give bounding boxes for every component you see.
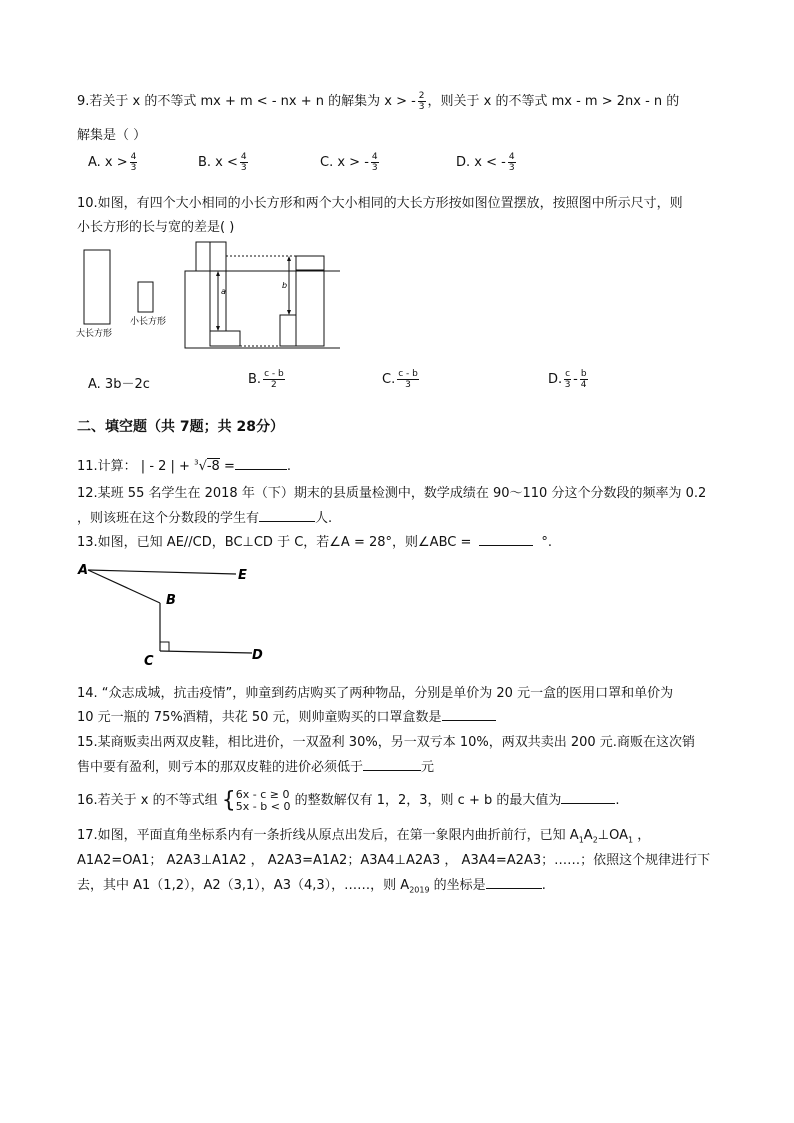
q11-line bbox=[77, 455, 291, 474]
q12-text-a: ，则该班在这个分数段的学生有 bbox=[77, 511, 260, 526]
q11-suffix: = bbox=[219, 459, 235, 474]
big-rectangle-label: 大长方形 bbox=[76, 329, 113, 339]
q16-line bbox=[77, 788, 620, 813]
radical-icon: √ bbox=[198, 459, 207, 474]
q10-opt-d-n1: c bbox=[565, 369, 571, 379]
q12-answer-blank[interactable] bbox=[259, 510, 315, 522]
q9-opt-c-den: 3 bbox=[371, 163, 378, 173]
q9-opt-a-frac bbox=[130, 152, 138, 173]
q9-option-c[interactable] bbox=[320, 152, 381, 173]
q10-figure bbox=[70, 238, 340, 353]
q12-line2 bbox=[77, 507, 332, 526]
q9-opt-c-prefix: C. x > - bbox=[320, 155, 369, 170]
q9-opt-a-prefix: A. x > bbox=[88, 155, 128, 170]
q9-opt-b-den: 3 bbox=[240, 163, 247, 173]
q17-text-line3a: 去，其中 A1（1,2），A2（3,1），A3（4,3），……，则 A bbox=[77, 878, 410, 893]
q9-opt-c-frac bbox=[371, 152, 379, 173]
q9-opt-b-frac bbox=[240, 152, 248, 173]
outer-frame bbox=[185, 271, 340, 348]
q9-opt-d-prefix: D. x < - bbox=[456, 155, 506, 170]
q16-eq1: 6x - c ≥ 0 bbox=[235, 787, 290, 801]
q10-option-d[interactable] bbox=[548, 369, 590, 390]
q11-end: . bbox=[286, 459, 291, 474]
top-left-small bbox=[196, 242, 210, 271]
q15-text-b: 元 bbox=[421, 760, 435, 775]
q10-line1: 10.如图，有四个大小相同的小长方形和两个大小相同的大长方形按如图位置摆放，按照图中所示尺寸，则 bbox=[77, 196, 683, 211]
q16-end: . bbox=[615, 793, 620, 808]
arrow-b-head-top bbox=[287, 256, 291, 261]
q17-text-a: 17.如图，平面直角坐标系内有一条折线从原点出发后，在第一象限内曲折前行，已知 A bbox=[77, 828, 579, 843]
q10-opt-d-n2: b bbox=[580, 369, 587, 379]
q17-text-c: ⊥OA bbox=[597, 828, 629, 843]
q13-line bbox=[77, 531, 552, 550]
q9-opt-d-frac bbox=[508, 152, 516, 173]
q9-fraction bbox=[418, 91, 426, 112]
q9-text-b: ，则关于 x 的不等式 mx - m > 2nx - n 的 bbox=[427, 94, 680, 109]
q14-line1: 14. “众志成城，抗击疫情”，帅童到药店购买了两种物品，分别是单价为 20 元一盒的医用口罩和单价为 bbox=[77, 686, 674, 701]
q9-opt-c-num: 4 bbox=[371, 152, 378, 162]
q10-opt-b-prefix: B. bbox=[248, 372, 262, 387]
small-rectangle-label: 小长方形 bbox=[130, 317, 167, 327]
line-ab bbox=[88, 570, 160, 603]
right-angle-mark bbox=[160, 642, 169, 651]
q16-text-a: 16.若关于 x 的不等式组 bbox=[77, 793, 218, 808]
label-b: b bbox=[282, 281, 288, 290]
q13-figure bbox=[76, 560, 276, 670]
q9-line2: 解集是（ ） bbox=[77, 128, 147, 143]
q17-sub-1b: 1 bbox=[628, 835, 634, 845]
q16-text-b: 的整数解仅有 1，2，3，则 c + b 的最大值为 bbox=[294, 793, 562, 808]
q17-line3 bbox=[77, 874, 546, 895]
q17-end: . bbox=[541, 878, 546, 893]
q10-opt-c-frac bbox=[397, 369, 419, 390]
left-bottom-small bbox=[210, 331, 240, 346]
q15-line1: 15.某商贩卖出两双皮鞋，相比进价，一双盈利 30%，另一双亏本 10%，两双共卖出 200 元.商贩在这次销 bbox=[77, 735, 695, 750]
label-A: A bbox=[78, 563, 89, 578]
q14-answer-blank[interactable] bbox=[442, 709, 496, 721]
q9-frac-den: 3 bbox=[418, 102, 425, 112]
q9-opt-a-num: 4 bbox=[130, 152, 137, 162]
q10-option-a[interactable]: A. 3b－2c bbox=[88, 377, 150, 392]
q9-text-a: 9.若关于 x 的不等式 mx + m < - nx + n 的解集为 x > - bbox=[77, 94, 416, 109]
q11-radicand: -8 bbox=[206, 459, 220, 474]
q16-eq2: 5x - b < 0 bbox=[235, 799, 291, 813]
q10-opt-c-prefix: C. bbox=[382, 372, 396, 387]
q10-opt-b-den: 2 bbox=[271, 380, 277, 390]
q10-opt-b-num: c - b bbox=[264, 369, 284, 379]
brace-icon: { bbox=[221, 788, 236, 813]
small-rectangle bbox=[138, 282, 153, 312]
q17-sub-1a: 1 bbox=[578, 835, 584, 845]
q10-opt-d-frac1 bbox=[564, 369, 571, 390]
q10-opt-b-frac bbox=[263, 369, 285, 390]
q9-opt-b-prefix: B. x < bbox=[198, 155, 238, 170]
q16-answer-blank[interactable] bbox=[561, 792, 615, 804]
q11-prefix: 11.计算： | - 2 | + bbox=[77, 459, 190, 474]
q16-system bbox=[236, 789, 291, 813]
label-a: a bbox=[221, 287, 226, 296]
q17-answer-blank[interactable] bbox=[486, 877, 542, 889]
q10-opt-d-prefix: D. bbox=[548, 372, 563, 387]
arrow-b-head-bottom bbox=[287, 310, 291, 315]
q17-sub-2: 2 bbox=[592, 835, 598, 845]
q17-text-b: A bbox=[583, 828, 593, 843]
q10-line2: 小长方形的长与宽的差是( ) bbox=[77, 220, 235, 235]
q10-option-b[interactable] bbox=[248, 369, 287, 390]
arrow-a-head-top bbox=[216, 271, 220, 276]
q17-line1 bbox=[77, 824, 650, 845]
q12-line1: 12.某班 55 名学生在 2018 年（下）期末的县质量检测中，数学成绩在 90～110 分这个分数段的频率为 0.2 bbox=[77, 486, 707, 501]
right-bottom-small bbox=[280, 315, 296, 346]
q10-opt-c-den: 3 bbox=[405, 380, 411, 390]
q10-opt-d-minus: - bbox=[573, 372, 578, 387]
q9-opt-d-den: 3 bbox=[508, 163, 515, 173]
label-D: D bbox=[252, 648, 263, 663]
q15-line2 bbox=[77, 756, 434, 775]
q11-root-index: 3 bbox=[194, 458, 199, 467]
q13-answer-blank[interactable] bbox=[479, 534, 533, 546]
big-rectangle bbox=[84, 250, 110, 324]
q10-opt-d-d2: 4 bbox=[580, 380, 587, 390]
q10-opt-d-d1: 3 bbox=[564, 380, 571, 390]
q10-option-c[interactable] bbox=[382, 369, 421, 390]
q17-text-line3b: 的坐标是 bbox=[429, 878, 486, 893]
q9-option-b[interactable] bbox=[198, 152, 250, 173]
q17-text-d: ， bbox=[633, 828, 651, 843]
label-E: E bbox=[238, 568, 247, 583]
q12-text-b: 人. bbox=[315, 511, 333, 526]
q9-opt-b-num: 4 bbox=[240, 152, 247, 162]
q11-answer-blank[interactable] bbox=[235, 458, 287, 470]
q10-opt-d-frac2 bbox=[580, 369, 588, 390]
right-top-small bbox=[296, 256, 324, 270]
q17-line2: A1A2=OA1； A2A3⊥A1A2 ， A2A3=A1A2；A3A4⊥A2A3 ， A3A4=A2A3；……；依照这个规律进行下 bbox=[77, 853, 711, 868]
q9-opt-a-den: 3 bbox=[130, 163, 137, 173]
line-cd bbox=[160, 651, 252, 653]
q13-text-b: °. bbox=[541, 535, 553, 550]
line-ae bbox=[88, 570, 236, 574]
label-B: B bbox=[166, 593, 176, 608]
q10-opt-c-num: c - b bbox=[398, 369, 418, 379]
q15-text-a: 售中要有盈利，则亏本的那双皮鞋的进价必须低于 bbox=[77, 760, 364, 775]
arrow-a-head-bottom bbox=[216, 326, 220, 331]
q9-frac-num: 2 bbox=[418, 91, 425, 101]
section-title-fill-in: 二、填空题（共 7题；共 28分） bbox=[77, 419, 284, 435]
label-C: C bbox=[144, 654, 154, 669]
q9-line1 bbox=[77, 90, 679, 112]
q14-text: 10 元一瓶的 75%酒精，共花 50 元，则帅童购买的口罩盒数是 bbox=[77, 710, 442, 725]
q17-sub-2019: 2019 bbox=[409, 885, 430, 895]
q9-option-d[interactable] bbox=[456, 152, 518, 173]
q14-line2 bbox=[77, 706, 496, 725]
q15-answer-blank[interactable] bbox=[363, 759, 421, 771]
q9-opt-d-num: 4 bbox=[508, 152, 515, 162]
q9-option-a[interactable] bbox=[88, 152, 139, 173]
q13-text-a: 13.如图，已知 AE//CD，BC⊥CD 于 C，若∠A = 28°，则∠ABC = bbox=[77, 535, 472, 550]
